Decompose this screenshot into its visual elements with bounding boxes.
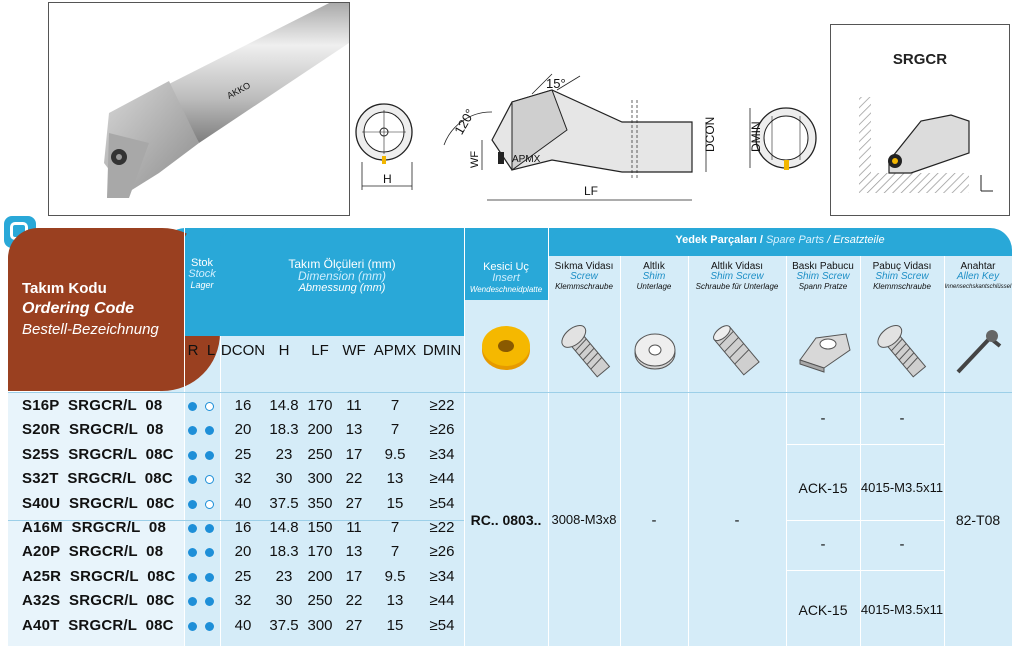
ordering-code: A20P SRGCR/L 08 bbox=[22, 543, 164, 560]
cell-h: 30 bbox=[275, 592, 293, 609]
technical-drawing bbox=[352, 70, 832, 210]
spare-header-clamp-tr: Baskı Pabucu bbox=[792, 261, 854, 272]
spare-parts-en: Spare Parts bbox=[765, 234, 825, 246]
cell-dcon: 32 bbox=[234, 592, 252, 609]
clamp-g3: - bbox=[820, 536, 826, 553]
spare-header-screw bbox=[548, 262, 620, 292]
srgcr-diagram bbox=[830, 24, 1010, 216]
spare-header-shim-screw bbox=[688, 262, 786, 292]
cell-h: 30 bbox=[275, 470, 293, 487]
cell-lf: 350 bbox=[307, 495, 333, 512]
cell-dcon: 20 bbox=[234, 543, 252, 560]
clamp-g1: - bbox=[820, 410, 826, 427]
product-photo bbox=[48, 2, 350, 216]
spare-parts-tr: Yedek Parçaları / bbox=[675, 234, 763, 246]
cell-lf: 300 bbox=[307, 470, 333, 487]
stock-l-indicator bbox=[205, 524, 214, 533]
shim-icon bbox=[630, 328, 680, 374]
ordering-code: S32T SRGCR/L 08C bbox=[22, 470, 173, 487]
stock-r-indicator bbox=[188, 475, 197, 484]
dimension-header bbox=[220, 258, 464, 294]
cell-dmin: ≥22 bbox=[429, 519, 455, 536]
cell-wf: 17 bbox=[345, 446, 363, 463]
spare-header-clamp-screw-en: Shim Screw bbox=[875, 271, 929, 282]
cell-dmin: ≥34 bbox=[429, 568, 455, 585]
dim-h-label: H bbox=[383, 172, 392, 186]
stock-r-indicator bbox=[188, 524, 197, 533]
cell-lf: 200 bbox=[307, 421, 333, 438]
ordering-code: A40T SRGCR/L 08C bbox=[22, 617, 174, 634]
spare-header-clamp-en: Shim Screw bbox=[796, 271, 850, 282]
stock-l-indicator bbox=[205, 622, 214, 631]
col-wf: WF bbox=[342, 342, 366, 359]
cell-lf: 300 bbox=[307, 617, 333, 634]
cell-dmin: ≥26 bbox=[429, 421, 455, 438]
spare-header-screw-de: Klemmschraube bbox=[555, 282, 613, 291]
clamp-screw-g4: 4015-M3.5x11 bbox=[860, 602, 944, 617]
spare-header-clamp-screw-tr: Pabuç Vidası bbox=[872, 261, 932, 272]
dim-de: Abmessung (mm) bbox=[298, 282, 386, 294]
cell-lf: 150 bbox=[307, 519, 333, 536]
clamp-g2: ACK-15 bbox=[798, 480, 848, 496]
ordering-de: Bestell-Bezeichnung bbox=[22, 321, 159, 338]
dim-tr: Takım Ölçüleri (mm) bbox=[288, 257, 396, 271]
cell-wf: 13 bbox=[345, 421, 363, 438]
cell-dmin: ≥44 bbox=[429, 470, 455, 487]
cell-apmx: 13 bbox=[386, 470, 404, 487]
spare-header-shim-screw-tr: Altlık Vidası bbox=[710, 261, 764, 272]
stock-l-indicator bbox=[205, 475, 214, 484]
stock-r-indicator bbox=[188, 622, 197, 631]
cell-wf: 27 bbox=[345, 617, 363, 634]
stock-l-indicator bbox=[205, 451, 214, 460]
clamp-screw-g1: - bbox=[899, 410, 905, 427]
cell-dcon: 25 bbox=[234, 568, 252, 585]
cell-dcon: 40 bbox=[234, 495, 252, 512]
stock-r-indicator bbox=[188, 500, 197, 509]
ordering-code: S25S SRGCR/L 08C bbox=[22, 446, 174, 463]
spare-header-shim-de: Unterlage bbox=[636, 282, 672, 291]
spare-header-shim bbox=[620, 262, 688, 292]
cell-apmx: 7 bbox=[390, 421, 400, 438]
cell-dcon: 32 bbox=[234, 470, 252, 487]
cell-wf: 22 bbox=[345, 470, 363, 487]
stock-tr: Stok bbox=[190, 257, 213, 269]
cell-apmx: 15 bbox=[386, 495, 404, 512]
cell-lf: 170 bbox=[307, 543, 333, 560]
cell-h: 37.5 bbox=[269, 495, 299, 512]
cell-wf: 27 bbox=[345, 495, 363, 512]
shim-screw-icon bbox=[708, 318, 764, 382]
col-r: R bbox=[187, 342, 199, 359]
col-apmx: APMX bbox=[373, 342, 417, 359]
cell-dcon: 16 bbox=[234, 397, 252, 414]
col-h: H bbox=[278, 342, 290, 359]
ordering-en: Ordering Code bbox=[22, 300, 135, 317]
spare-header-clamp-de: Spann Pratze bbox=[798, 282, 848, 291]
ordering-tr: Takım Kodu bbox=[22, 280, 107, 297]
spare-header-clamp-screw-de: Klemmschraube bbox=[873, 282, 931, 291]
cell-wf: 22 bbox=[345, 592, 363, 609]
cell-dmin: ≥44 bbox=[429, 592, 455, 609]
cell-h: 14.8 bbox=[269, 397, 299, 414]
col-l: L bbox=[206, 342, 216, 359]
cell-h: 37.5 bbox=[269, 617, 299, 634]
clamp-icon bbox=[794, 324, 854, 376]
stock-r-indicator bbox=[188, 451, 197, 460]
cell-wf: 13 bbox=[345, 543, 363, 560]
cell-wf: 11 bbox=[346, 397, 362, 414]
cell-h: 23 bbox=[275, 446, 293, 463]
cell-apmx: 7 bbox=[390, 519, 400, 536]
cell-dcon: 25 bbox=[234, 446, 252, 463]
spare-header-screw-tr: Sıkma Vidası bbox=[554, 261, 614, 272]
clamp-screw-g3: - bbox=[899, 536, 905, 553]
shim-screw-code: - bbox=[734, 512, 740, 529]
spare-header-screw-en: Screw bbox=[570, 271, 598, 282]
allen-key-icon bbox=[950, 322, 1006, 380]
insert-tr: Kesici Uç bbox=[483, 261, 529, 273]
cell-dcon: 40 bbox=[234, 617, 252, 634]
cell-apmx: 13 bbox=[386, 592, 404, 609]
cell-lf: 200 bbox=[307, 568, 333, 585]
stock-r-indicator bbox=[188, 426, 197, 435]
stock-l-indicator bbox=[205, 597, 214, 606]
clamp-g4: ACK-15 bbox=[798, 602, 848, 618]
ordering-code: S16P SRGCR/L 08 bbox=[22, 397, 163, 414]
cell-wf: 17 bbox=[345, 568, 363, 585]
col-dcon: DCON bbox=[220, 342, 266, 359]
spare-header-clamp-screw bbox=[860, 262, 944, 292]
shim-code: - bbox=[651, 512, 657, 529]
cell-apmx: 7 bbox=[390, 397, 400, 414]
cell-apmx: 7 bbox=[390, 543, 400, 560]
ordering-code: A25R SRGCR/L 08C bbox=[22, 568, 176, 585]
cell-h: 14.8 bbox=[269, 519, 299, 536]
stock-en: Stock bbox=[188, 268, 216, 280]
cell-dmin: ≥54 bbox=[429, 617, 455, 634]
stock-l-indicator bbox=[205, 573, 214, 582]
stock-l-indicator bbox=[205, 402, 214, 411]
angle-15-label: 15° bbox=[546, 76, 566, 91]
insert-code: RC.. 0803.. bbox=[470, 512, 542, 528]
col-dmin: DMIN bbox=[422, 342, 462, 359]
spare-header-shim-tr: Altlık bbox=[643, 261, 665, 272]
cell-dmin: ≥26 bbox=[429, 543, 455, 560]
cell-apmx: 9.5 bbox=[384, 568, 406, 585]
cell-dmin: ≥22 bbox=[429, 397, 455, 414]
spare-header-shim-screw-de: Schraube für Unterlage bbox=[695, 282, 779, 291]
stock-l-indicator bbox=[205, 500, 214, 509]
ordering-code: A32S SRGCR/L 08C bbox=[22, 592, 175, 609]
stock-header bbox=[184, 258, 220, 291]
spare-header-allen-key-de: Innensechskantschlüssel bbox=[944, 284, 1012, 290]
cell-lf: 250 bbox=[307, 592, 333, 609]
cell-lf: 170 bbox=[307, 397, 333, 414]
stock-r-indicator bbox=[188, 597, 197, 606]
ordering-code: A16M SRGCR/L 08 bbox=[22, 519, 166, 536]
col-lf: LF bbox=[311, 342, 329, 359]
stock-r-indicator bbox=[188, 573, 197, 582]
screw-icon bbox=[556, 318, 616, 384]
cell-dmin: ≥34 bbox=[429, 446, 455, 463]
spare-header-allen-key-en: Allen Key bbox=[956, 271, 1000, 282]
stock-l-indicator bbox=[205, 426, 214, 435]
cell-h: 18.3 bbox=[269, 421, 299, 438]
insert-en: Insert bbox=[492, 272, 520, 284]
cell-wf: 11 bbox=[346, 519, 362, 536]
dim-lf-label: LF bbox=[584, 184, 599, 198]
spare-parts-title bbox=[548, 234, 1012, 246]
dim-dmin-label: DMIN bbox=[749, 121, 763, 152]
brand-text: AKKO bbox=[225, 80, 253, 101]
cell-h: 23 bbox=[275, 568, 293, 585]
insert-header bbox=[464, 262, 548, 295]
cell-dcon: 16 bbox=[234, 519, 252, 536]
cell-lf: 250 bbox=[307, 446, 333, 463]
srgcr-title: SRGCR bbox=[892, 51, 948, 68]
insert-icon bbox=[476, 318, 536, 378]
ordering-code: S20R SRGCR/L 08 bbox=[22, 421, 164, 438]
cell-h: 18.3 bbox=[269, 543, 299, 560]
dim-apmx-label: APMX bbox=[512, 154, 541, 165]
screw-code: 3008-M3x8 bbox=[551, 512, 617, 527]
dim-en: Dimension (mm) bbox=[297, 269, 386, 283]
stock-de: Lager bbox=[190, 280, 214, 290]
cell-dcon: 20 bbox=[234, 421, 252, 438]
clamp-screw-icon bbox=[872, 318, 932, 384]
spare-header-allen-key bbox=[944, 262, 1012, 292]
dim-wf-label: WF bbox=[469, 150, 481, 168]
spare-header-shim-en: Shim bbox=[642, 271, 666, 282]
cell-apmx: 15 bbox=[386, 617, 404, 634]
clamp-screw-g2: 4015-M3.5x11 bbox=[860, 480, 944, 495]
cell-apmx: 9.5 bbox=[384, 446, 406, 463]
stock-l-indicator bbox=[205, 548, 214, 557]
stock-r-indicator bbox=[188, 402, 197, 411]
spare-parts-de: / Ersatzteile bbox=[827, 234, 885, 246]
spare-header-shim-screw-en: Shim Screw bbox=[710, 271, 764, 282]
spare-header-clamp bbox=[786, 262, 860, 292]
angle-120-label: 120° bbox=[451, 106, 478, 138]
allen-key-code: 82-T08 bbox=[955, 512, 1001, 528]
dim-dcon-label: DCON bbox=[703, 116, 717, 152]
stock-r-indicator bbox=[188, 548, 197, 557]
insert-de: Wendeschneidplatte bbox=[469, 285, 543, 294]
ordering-code: S40U SRGCR/L 08C bbox=[22, 495, 175, 512]
cell-dmin: ≥54 bbox=[429, 495, 455, 512]
spare-header-allen-key-tr: Anahtar bbox=[960, 261, 996, 272]
